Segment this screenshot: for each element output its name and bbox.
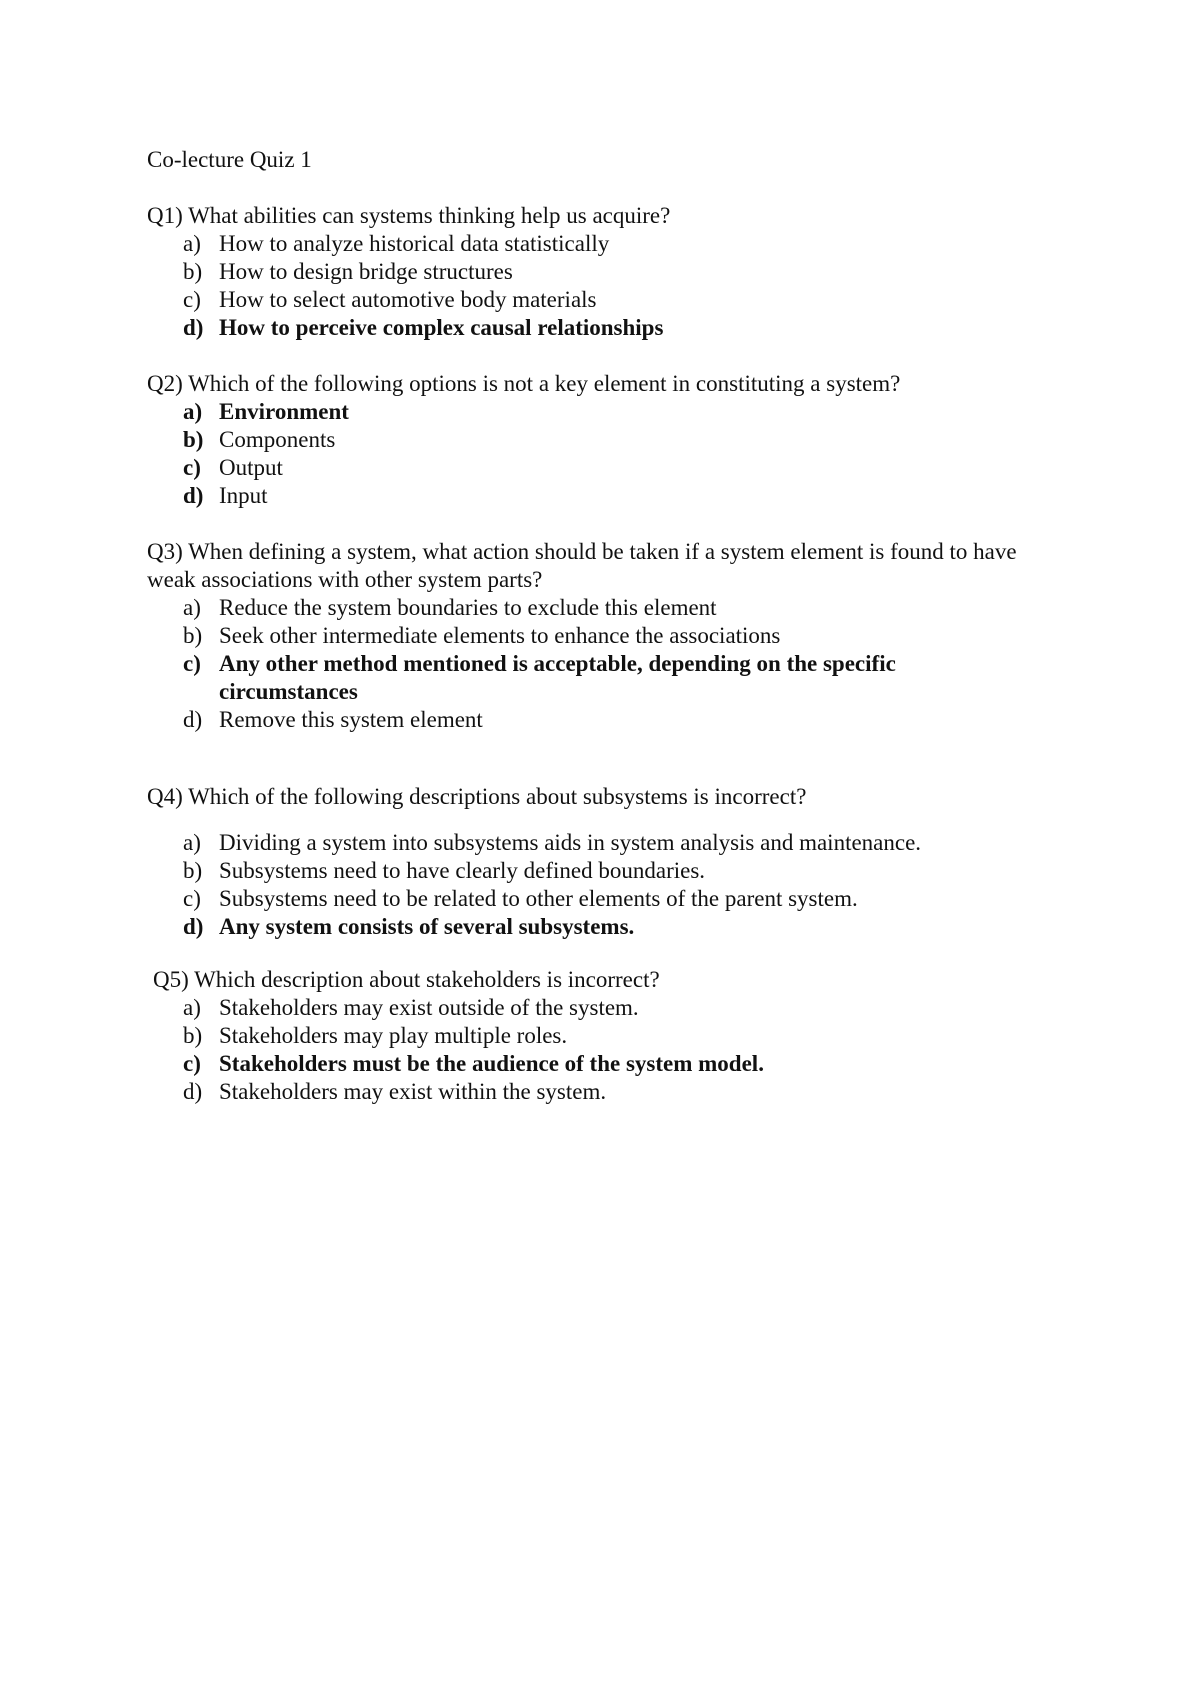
option-d-correct [147, 314, 1019, 342]
option-letter: b) [183, 623, 203, 648]
option-c-correct [147, 650, 1019, 706]
question-text: Q3) When defining a system, what action should be taken if a system element is found to have weak associations with other system parts? [147, 539, 1017, 592]
option-letter: c) [183, 651, 201, 676]
question-text: Q1) What abilities can systems thinking help us acquire? [147, 203, 671, 228]
option-letter: a) [183, 995, 201, 1020]
option-text: Environment [219, 399, 349, 424]
option-text: How to perceive complex causal relationships [219, 315, 664, 340]
option-text: Seek other intermediate elements to enhance the associations [219, 623, 781, 648]
option-c [147, 454, 1019, 482]
question-3 [147, 538, 1047, 734]
option-letter: b) [183, 427, 204, 452]
option-a-correct [147, 398, 1019, 426]
option-a [147, 994, 1019, 1022]
option-letter: d) [183, 1079, 203, 1104]
question-1 [147, 202, 1047, 342]
option-text: Subsystems need to have clearly defined boundaries. [219, 858, 706, 883]
option-a [147, 594, 1019, 622]
question-2 [147, 370, 1047, 510]
option-a [147, 829, 1019, 857]
option-letter: b) [183, 858, 203, 883]
option-letter: a) [183, 595, 201, 620]
option-letter: b) [183, 1023, 203, 1048]
option-letter: a) [183, 830, 201, 855]
page-title: Co-lecture Quiz 1 [147, 147, 312, 172]
option-list [147, 829, 1047, 941]
option-text: How to analyze historical data statistically [219, 231, 610, 256]
option-text: How to design bridge structures [219, 259, 513, 284]
option-text: Any system consists of several subsystems. [219, 914, 635, 939]
option-letter: c) [183, 455, 201, 480]
option-list [147, 594, 1047, 734]
option-text: Reduce the system boundaries to exclude this element [219, 595, 717, 620]
option-d [147, 706, 1019, 734]
option-letter: d) [183, 914, 204, 939]
option-letter: a) [183, 399, 203, 424]
option-letter: d) [183, 315, 204, 340]
question-text: Q5) Which description about stakeholders is incorrect? [153, 967, 660, 992]
option-d-correct [147, 913, 1019, 941]
option-text: Output [219, 455, 283, 480]
option-letter: c) [183, 287, 201, 312]
option-text: Stakeholders may play multiple roles. [219, 1023, 568, 1048]
option-text: Components [219, 427, 336, 452]
option-text: Dividing a system into subsystems aids in system analysis and maintenance. [219, 830, 922, 855]
option-b [147, 1022, 1019, 1050]
option-b [147, 426, 1019, 454]
option-text: Stakeholders may exist within the system. [219, 1079, 607, 1104]
option-list [147, 398, 1047, 510]
option-a [147, 230, 1019, 258]
option-c-correct [147, 1050, 1019, 1078]
option-letter: b) [183, 259, 203, 284]
question-text: Q4) Which of the following descriptions about subsystems is incorrect? [147, 784, 807, 809]
option-text: Input [219, 483, 268, 508]
option-d [147, 1078, 1019, 1106]
option-d [147, 482, 1019, 510]
option-letter: d) [183, 483, 204, 508]
option-list [153, 994, 1053, 1106]
option-text: Any other method mentioned is acceptable, depending on the specific circumstances [219, 651, 896, 704]
question-text: Q2) Which of the following options is not a key element in constituting a system? [147, 371, 901, 396]
option-text: How to select automotive body materials [219, 287, 597, 312]
option-letter: d) [183, 707, 203, 732]
option-b [147, 622, 1019, 650]
option-list [147, 230, 1047, 342]
option-b [147, 258, 1019, 286]
option-letter: c) [183, 886, 201, 911]
option-text: Remove this system element [219, 707, 483, 732]
option-text: Stakeholders must be the audience of the system model. [219, 1051, 764, 1076]
option-c [147, 286, 1019, 314]
option-letter: c) [183, 1051, 201, 1076]
option-b [147, 857, 1019, 885]
option-text: Stakeholders may exist outside of the system. [219, 995, 639, 1020]
question-5 [153, 966, 1053, 1106]
option-letter: a) [183, 231, 201, 256]
question-4 [147, 783, 1047, 941]
option-c [147, 885, 1019, 913]
option-text: Subsystems need to be related to other elements of the parent system. [219, 886, 858, 911]
